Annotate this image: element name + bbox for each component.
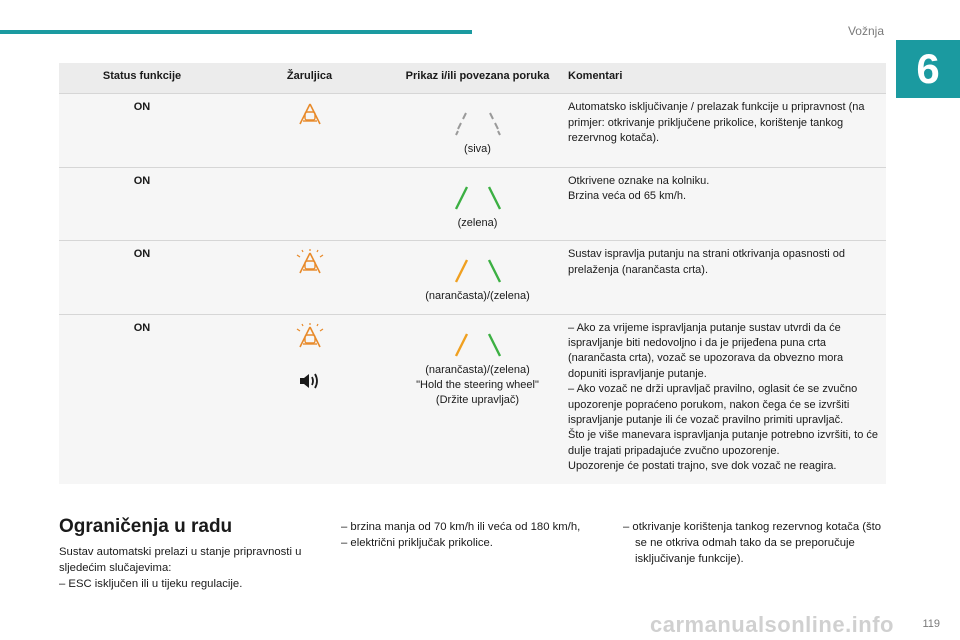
text-column-2 [341, 519, 611, 551]
table-row [59, 314, 886, 484]
status-cell: ON [59, 241, 225, 314]
message-text: (narančasta)/(zelena) [425, 363, 530, 376]
header-status: Status funkcije [59, 63, 225, 94]
comment-text: Brzina veća od 65 km/h. [568, 190, 687, 203]
message-cell [394, 167, 561, 240]
message-text: (narančasta)/(zelena) [425, 290, 530, 303]
message-text: (zelena) [457, 216, 498, 229]
comment-text: Upozorenje će postati trajno, sve dok vozač ne reagira. [568, 460, 837, 473]
table-header-row [59, 63, 886, 94]
text-column-1 [59, 516, 329, 592]
comment-text: Otkrivene oznake na kolniku. [568, 174, 710, 187]
lamp-cell [225, 314, 394, 484]
comment-text: Sustav ispravlja putanju na strani otkrivanja opasnosti od prelaženja (narančasta crta). [568, 248, 845, 276]
list-item: – brzina manja od 70 km/h ili veća od 180 km/h, [341, 521, 581, 533]
message-text: (Držite upravljač) [435, 394, 520, 407]
table-row [59, 241, 886, 314]
list-item: – otkrivanje korištenja tankog rezervnog kotača (što se ne otkriva odmah tako da se preporučuje isključivanje funkcije). [623, 521, 882, 565]
message-cell [394, 94, 561, 167]
top-accent-bar [0, 30, 472, 34]
comment-cell [561, 241, 886, 314]
lamp-cell [225, 167, 394, 240]
lane-assist-active-icon [295, 249, 325, 275]
message-text: (siva) [464, 143, 491, 156]
comment-cell [561, 314, 886, 484]
lane-lines-green-icon [453, 184, 503, 210]
speaker-sound-icon [298, 371, 322, 391]
section-title: Ograničenja u radu [59, 516, 233, 537]
lamp-cell [225, 94, 394, 167]
list-item: – ESC isključen ili u tijeku regulacije. [59, 578, 243, 590]
list-item: – električni priključak prikolice. [341, 537, 493, 549]
table-row [59, 94, 886, 167]
lane-lines-orange-green-icon [453, 331, 503, 357]
watermark: carmanualsonline.info [650, 612, 894, 637]
lane-lines-dashed-icon [453, 110, 503, 136]
section-intro: Sustav automatski prelazi u stanje pripravnosti u sljedećim slučajevima: [59, 546, 302, 574]
comment-cell [561, 94, 886, 167]
header-message: Prikaz i/ili povezana poruka [394, 63, 561, 94]
comment-cell [561, 167, 886, 240]
header-lamp: Žaruljica [225, 63, 394, 94]
lamp-cell [225, 241, 394, 314]
function-status-table-wrapper [59, 63, 886, 484]
comment-text: – Ako za vrijeme ispravljanja putanje sustav utvrdi da će ispravljanje biti nedovoljno i da je prijeđena puna crta (narančasta crta), vozač se upozorava da obvezno mora dopuniti ispravljanje putanje. [568, 321, 844, 380]
lane-lines-orange-green-icon [453, 257, 503, 283]
comment-text: Automatsko isključivanje / prelazak funkcije u pripravnost (na primjer: otkrivanje priključene prikolice, korištenje tankog rezervnog kotača). [568, 101, 865, 145]
section-header: Vožnja [847, 24, 884, 38]
status-cell: ON [59, 94, 225, 167]
header-comment: Komentari [561, 63, 886, 94]
page-number: 119 [922, 618, 940, 630]
status-cell: ON [59, 167, 225, 240]
message-cell [394, 241, 561, 314]
lane-assist-active-icon [295, 323, 325, 349]
message-text: "Hold the steering wheel" [416, 379, 539, 392]
comment-text: – Ako vozač ne drži upravljač pravilno, oglasit će se zvučno upozorenje popraćeno porukom, nakon čega će se izvršiti ispravljanje putanje ili će vozač pravilno primiti upravljač. [568, 383, 858, 427]
comment-text: Što je više manevara ispravljanja putanje potrebno izvršiti, to će dulje trajati pripadajuće zvučno upozorenje. [568, 429, 878, 457]
table-row [59, 167, 886, 240]
status-cell: ON [59, 314, 225, 484]
function-status-table [59, 63, 886, 484]
message-cell [394, 314, 561, 484]
text-column-3 [623, 519, 893, 567]
lane-assist-icon [297, 102, 323, 126]
chapter-tab: 6 [896, 40, 960, 98]
